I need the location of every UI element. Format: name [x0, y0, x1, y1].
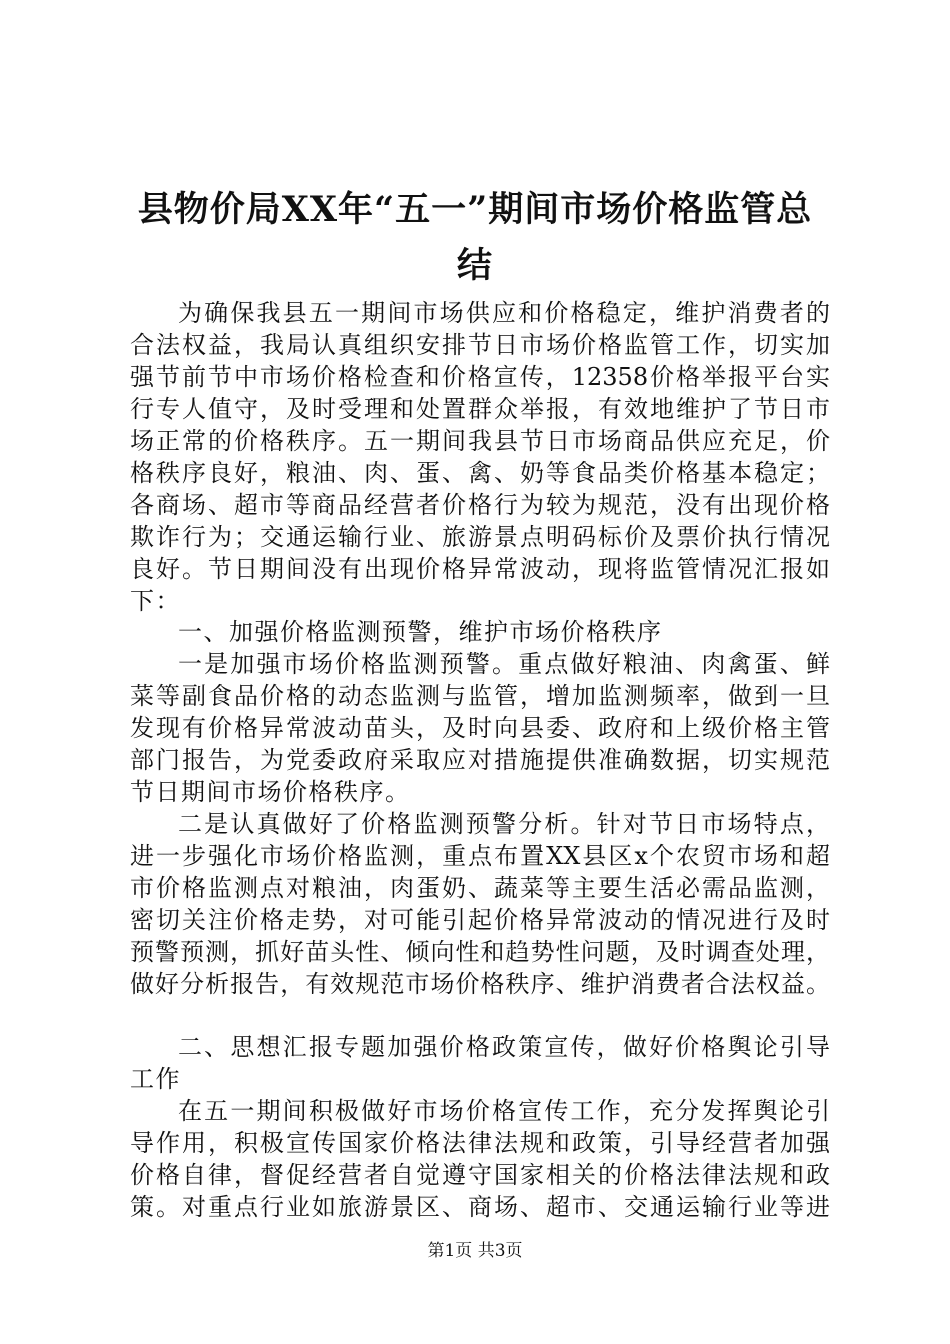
body-line: 进一步强化市场价格监测，重点布置XX县区x个农贸市场和超	[130, 842, 830, 870]
document-title-line-1: 县物价局XX年“五一”期间市场价格监管总	[137, 189, 813, 230]
body-line: 一是加强市场价格监测预警。重点做好粮油、肉禽蛋、鲜	[178, 650, 830, 678]
body-line: 发现有价格异常波动苗头，及时向县委、政府和上级价格主管	[130, 714, 830, 742]
body-line: 部门报告，为党委政府采取应对措施提供准确数据，切实规范	[130, 746, 830, 774]
body-line: 导作用，积极宣传国家价格法律法规和政策，引导经营者加强	[130, 1129, 830, 1157]
section-heading-2-cont: 工作	[130, 1065, 181, 1093]
body-line: 节日期间市场价格秩序。	[130, 778, 411, 806]
body-line: 各商场、超市等商品经营者价格行为较为规范，没有出现价格	[130, 491, 830, 519]
body-line: 密切关注价格走势，对可能引起价格异常波动的情况进行及时	[130, 906, 830, 934]
section-heading-1: 一、加强价格监测预警，维护市场价格秩序	[178, 618, 663, 646]
body-line: 价格自律，督促经营者自觉遵守国家相关的价格法律法规和政	[130, 1161, 830, 1189]
page-number: 第1页 共3页	[427, 1241, 523, 1261]
body-line: 市价格监测点对粮油，肉蛋奶、蔬菜等主要生活必需品监测，	[130, 874, 830, 902]
body-line: 场正常的价格秩序。五一期间我县节日市场商品供应充足，价	[130, 427, 830, 455]
body-line: 下：	[130, 587, 181, 615]
body-line: 良好。节日期间没有出现价格异常波动，现将监管情况汇报如	[130, 555, 830, 583]
body-line: 在五一期间积极做好市场价格宣传工作，充分发挥舆论引	[178, 1097, 830, 1125]
body-line: 策。对重点行业如旅游景区、商场、超市、交通运输行业等进	[130, 1193, 830, 1221]
body-line: 二是认真做好了价格监测预警分析。针对节日市场特点，	[178, 810, 830, 838]
body-line: 为确保我县五一期间市场供应和价格稳定，维护消费者的	[178, 299, 830, 327]
document-title-line-2: 结	[456, 245, 493, 286]
section-heading-2: 二、思想汇报专题加强价格政策宣传，做好价格舆论引导	[178, 1033, 830, 1061]
body-line: 欺诈行为；交通运输行业、旅游景点明码标价及票价执行情况	[130, 523, 830, 551]
body-line: 格秩序良好，粮油、肉、蛋、禽、奶等食品类价格基本稳定；	[130, 459, 830, 487]
body-line: 强节前节中市场价格检查和价格宣传，12358价格举报平台实	[130, 363, 830, 391]
body-line: 做好分析报告，有效规范市场价格秩序、维护消费者合法权益。	[130, 970, 830, 998]
body-line: 菜等副食品价格的动态监测与监管，增加监测频率，做到一旦	[130, 682, 830, 710]
body-line: 行专人值守，及时受理和处置群众举报，有效地维护了节日市	[130, 395, 830, 423]
body-line: 预警预测，抓好苗头性、倾向性和趋势性问题，及时调查处理，	[130, 938, 830, 966]
body-line: 合法权益，我局认真组织安排节日市场价格监管工作，切实加	[130, 331, 830, 359]
